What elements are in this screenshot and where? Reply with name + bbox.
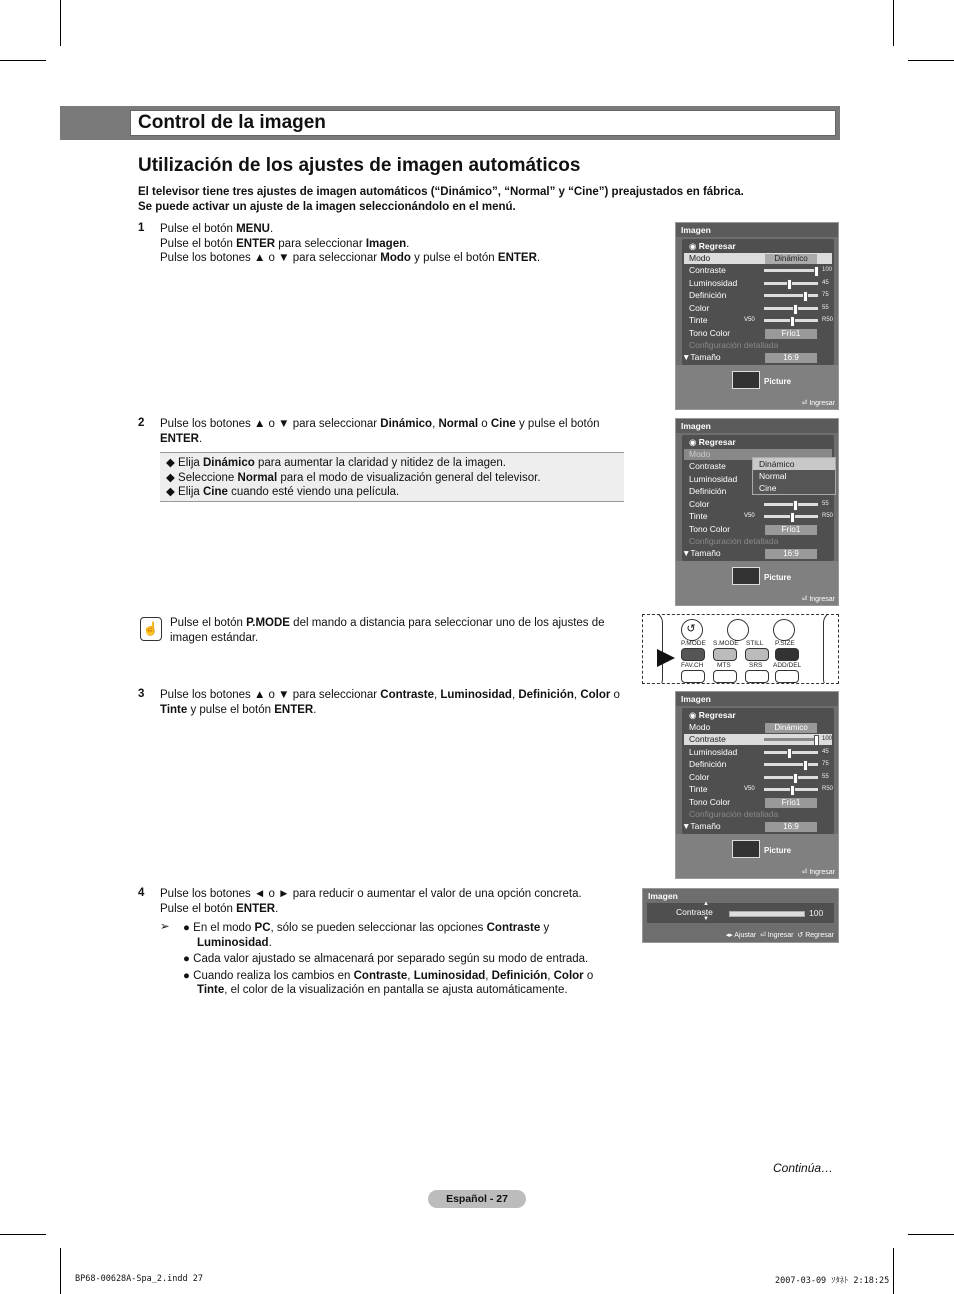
osd-item-definicion[interactable]: Definición (689, 759, 727, 769)
step-4-notes: ● En el modo PC, sólo se pueden seleccionar las opciones Contraste y Luminosidad. ● Cada valor ajustado se almacenará por separado según su modo de entrada. ● Cuando realiza los cambios en Contraste, Luminosidad, Definición, Color o Tinte, el color de la visualización en pantalla se ajusta automáticamente. (183, 921, 638, 998)
osd-item-luminosidad[interactable]: Luminosidad (689, 474, 738, 484)
osd-title: Imagen (648, 891, 678, 901)
osd-item-tamano[interactable]: ▼Tamaño (682, 352, 721, 362)
remote-label: P.MODE (681, 640, 706, 647)
osd-item-contraste[interactable]: Contraste (689, 461, 726, 471)
intro-text (138, 185, 778, 215)
pointer-arrow-icon (657, 649, 675, 667)
step-3-text: Pulse los botones ▲ o ▼ para seleccionar Contraste, Luminosidad, Definición, Color o Tinte y pulse el botón ENTER. (160, 689, 620, 716)
adjust-slider[interactable] (729, 911, 805, 917)
smode-button[interactable] (727, 619, 749, 641)
osd-item-color[interactable]: Color (689, 772, 710, 782)
osd-item-color[interactable]: Color (689, 303, 710, 313)
osd-item-tamano[interactable]: ▼Tamaño (682, 821, 721, 831)
osd-back[interactable]: Regresar (698, 437, 736, 447)
osd-item-modo[interactable]: Modo (689, 253, 711, 263)
osd-item-tinte[interactable]: Tinte (689, 511, 708, 521)
crop-mark (908, 1234, 954, 1235)
osd-title: Imagen (676, 223, 838, 237)
return-icon: ↺ (797, 932, 804, 939)
remote-label: MTS (717, 662, 731, 669)
favch-button[interactable] (681, 670, 705, 683)
dropdown-option[interactable]: Dinámico (753, 458, 835, 470)
osd-title: Imagen (676, 419, 838, 433)
step-number: 3 (138, 688, 145, 700)
osd-enter-hint: ⏎ Ingresar (801, 596, 835, 603)
osd-picture-label: Picture (764, 846, 792, 855)
osd-item-tono[interactable]: Tono Color (689, 797, 731, 807)
remote-label: ADD/DEL (773, 662, 802, 669)
step-2-bullets (160, 452, 624, 502)
date-slug: 2007-03-09 ｿﾀﾈﾄ 2:18:25 (775, 1276, 890, 1286)
step-4-text: Pulse los botones ◄ o ► para reducir o aumentar el valor de una opción concreta. Pulse el botón ENTER. (160, 888, 582, 915)
osd-modo-dropdown: Imagen ◉ Regresar Modo Contraste Luminosidad Definición Color 55 Tinte V50 R50 Tono Color Frío1 Configuración detallada ▼Tamaño 16:9 Dinámico Normal Cine Picture ⏎ Ingresar (675, 418, 839, 606)
back-icon: ◉ (689, 710, 697, 720)
step-number: 2 (138, 417, 145, 429)
osd-item-config: Configuración detallada (689, 536, 779, 546)
osd-item-luminosidad[interactable]: Luminosidad (689, 747, 738, 757)
picture-icon (732, 371, 760, 389)
osd-item-contraste[interactable]: Contraste (689, 265, 726, 275)
enter-icon: ⏎ (801, 400, 808, 407)
back-icon: ◉ (689, 437, 697, 447)
hand-icon: ☝ (140, 617, 162, 641)
remote-edge (823, 614, 839, 684)
osd-value: Frío1 (765, 329, 817, 339)
list-item: ◆ Elija Cine cuando esté viendo una película. (166, 486, 400, 498)
osd-back[interactable]: Regresar (698, 241, 736, 251)
return-icon: ↺ (686, 623, 696, 635)
osd-item-modo[interactable]: Modo (689, 449, 711, 459)
crop-mark (893, 1248, 894, 1294)
modo-dropdown[interactable] (752, 457, 836, 495)
osd-back[interactable]: Regresar (698, 710, 736, 720)
osd-item-config: Configuración detallada (689, 340, 779, 350)
step-number: 4 (138, 887, 145, 899)
dropdown-option[interactable]: Normal (753, 470, 835, 482)
osd-value: 16:9 (765, 353, 817, 363)
osd-value: 16:9 (765, 549, 817, 559)
remote-label: S.MODE (713, 640, 739, 647)
osd-contraste-menu: Imagen ◉ Regresar Modo Dinámico Contraste 100 Luminosidad 45 Definición 75 Color 55 Tinte V50 R50 Tono Color Frío1 Configuración detallada ▼Tamaño 16:9 Picture ⏎ Ingresar (675, 691, 839, 879)
crop-mark (908, 60, 954, 61)
intro-line: El televisor tiene tres ajustes de imagen automáticos (“Dinámico”, “Normal” y “Cine”) preajustados en fábrica. (138, 186, 744, 198)
remote-label: STILL (746, 640, 764, 647)
osd-enter-hint: ⏎ Ingresar (801, 400, 835, 407)
remote-label: FAV.CH (681, 662, 704, 669)
still-button[interactable] (745, 648, 769, 661)
list-item: ◆ Elija Dinámico para aumentar la claridad y nitidez de la imagen. (166, 457, 506, 469)
osd-item-tono[interactable]: Tono Color (689, 524, 731, 534)
contraste-adjust-osd (642, 888, 839, 943)
step-number: 1 (138, 222, 145, 234)
list-item: ● Cuando realiza los cambios en Contraste, Luminosidad, Definición, Color o (183, 969, 594, 982)
enter-icon: ⏎ (801, 596, 808, 603)
crop-mark (60, 0, 61, 46)
left-right-icon: ◂▸ (725, 932, 733, 939)
remote-control-illustration (642, 614, 839, 684)
osd-item-tamano[interactable]: ▼Tamaño (682, 548, 721, 558)
osd-item-contraste[interactable]: Contraste (689, 734, 726, 744)
osd-item-config: Configuración detallada (689, 809, 779, 819)
note-arrow-icon: ➢ (160, 921, 170, 933)
file-slug: BP68-00628A-Spa_2.indd 27 (75, 1274, 203, 1284)
osd-item-definicion[interactable]: Definición (689, 486, 727, 496)
osd-value: Frío1 (765, 798, 817, 808)
pmode-button[interactable] (681, 648, 705, 661)
osd-enter-hint: ⏎ Ingresar (801, 869, 835, 876)
osd-item-modo[interactable]: Modo (689, 722, 711, 732)
crop-mark (0, 60, 46, 61)
dropdown-option[interactable]: Cine (753, 482, 835, 494)
still-button[interactable] (773, 619, 795, 641)
osd-item-tinte[interactable]: Tinte (689, 315, 708, 325)
enter-icon: ⏎ (801, 869, 808, 876)
section-title: Control de la imagen (138, 112, 326, 133)
enter-icon: ⏎ (759, 932, 766, 939)
osd-picture-label: Picture (764, 573, 792, 582)
crop-mark (893, 0, 894, 46)
osd-item-color[interactable]: Color (689, 499, 710, 509)
adjust-footer: ◂▸ Ajustar ⏎ Ingresar ↺ Regresar (725, 932, 834, 939)
list-item: ● En el modo PC, sólo se pueden seleccionar las opciones Contraste y (183, 922, 550, 934)
page-heading: Utilización de los ajustes de imagen automáticos (138, 155, 581, 176)
remote-label: SRS (749, 662, 763, 669)
remote-label: P.SIZE (775, 640, 795, 647)
osd-item-tinte[interactable]: Tinte (689, 784, 708, 794)
osd-title: Imagen (676, 692, 838, 706)
picture-icon (732, 567, 760, 585)
osd-value: 16:9 (765, 822, 817, 832)
osd-imagen-menu: Imagen ◉ Regresar Modo Dinámico Contraste 100 Luminosidad 45 Definición 75 Color 55 Tinte V50 R50 Tono Color Frío1 Configuración detallada ▼Tamaño 16:9 Picture ⏎ Ingresar (675, 222, 839, 410)
osd-value: Dinámico (765, 723, 817, 733)
osd-value: Dinámico (765, 254, 817, 264)
osd-item-luminosidad[interactable]: Luminosidad (689, 278, 738, 288)
step-2-text: Pulse los botones ▲ o ▼ para seleccionar Dinámico, Normal o Cine y pulse el botón ENTER. (160, 418, 600, 445)
picture-icon (732, 840, 760, 858)
osd-value: Frío1 (765, 525, 817, 535)
down-arrow-icon: ▼ (703, 916, 709, 922)
adjust-value: 100 (809, 908, 824, 918)
osd-picture-label: Picture (764, 377, 792, 386)
crop-mark (0, 1234, 46, 1235)
list-item: ● Cada valor ajustado se almacenará por separado según su modo de entrada. (183, 953, 589, 965)
up-arrow-icon: ▲ (703, 901, 709, 907)
osd-item-definicion[interactable]: Definición (689, 290, 727, 300)
back-icon: ◉ (689, 241, 697, 251)
pmode-note: Pulse el botón P.MODE del mando a distancia para seleccionar uno de los ajustes de imagen estándar. (170, 617, 605, 644)
psize-button[interactable] (775, 648, 799, 661)
adjust-label: Contraste (676, 907, 713, 917)
smode-button[interactable] (713, 648, 737, 661)
continues-label: Continúa… (773, 1161, 834, 1175)
page-number: Español - 27 (428, 1190, 526, 1208)
step-1-text: Pulse el botón MENU. Pulse el botón ENTER para seleccionar Imagen. Pulse los botones ▲ o ▼ para seleccionar Modo y pulse el botón ENTER. (160, 223, 541, 264)
srs-button[interactable] (745, 670, 769, 683)
intro-line: Se puede activar un ajuste de la imagen seleccionándolo en el menú. (138, 201, 516, 213)
list-item: ◆ Seleccione Normal para el modo de visualización general del televisor. (166, 471, 541, 484)
mts-button[interactable] (713, 670, 737, 683)
osd-item-tono[interactable]: Tono Color (689, 328, 731, 338)
adddel-button[interactable] (775, 670, 799, 683)
crop-mark (60, 1248, 61, 1294)
